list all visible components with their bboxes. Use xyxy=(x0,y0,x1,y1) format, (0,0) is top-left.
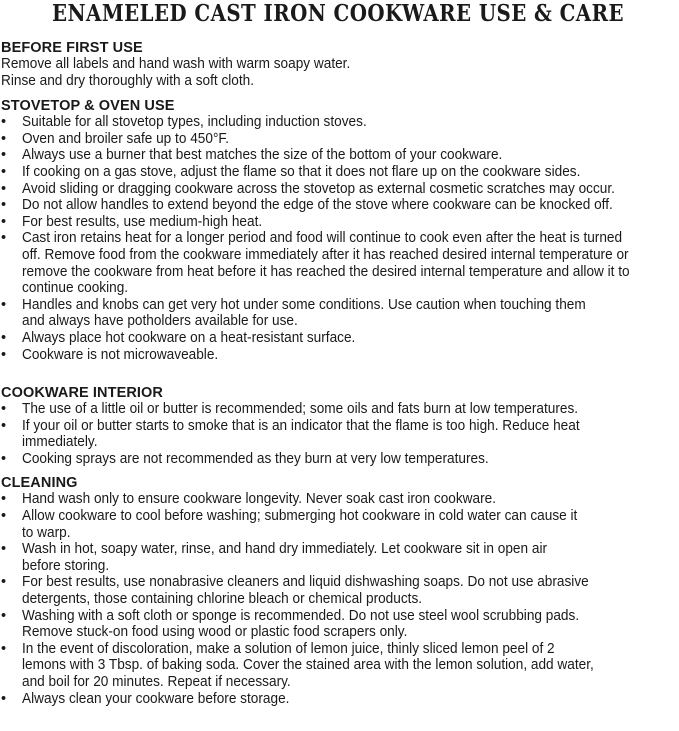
list-item-text: continue cooking. xyxy=(22,280,129,297)
list-item-text: before storing. xyxy=(22,557,110,574)
list-item-text: and boil for 20 minutes. Repeat if necessary. xyxy=(22,674,291,690)
section-heading: COOKWARE INTERIOR xyxy=(1,385,164,402)
list-item-text: Cooking sprays are not recommended as they burn at very low temperatures. xyxy=(22,450,489,467)
bullet-icon: • xyxy=(1,607,7,624)
bullet-icon: • xyxy=(1,508,7,525)
section-before-first-use xyxy=(1,40,675,89)
list-item xyxy=(1,641,675,691)
list-item xyxy=(1,401,675,418)
list-item xyxy=(1,574,675,607)
list-item-text: Remove stuck-on food using wood or plastic food scrapers only. xyxy=(22,624,408,641)
bullet-icon: • xyxy=(1,417,7,434)
bullet-icon: • xyxy=(1,180,7,197)
bullet-icon: • xyxy=(1,401,7,418)
bullet-icon: • xyxy=(1,296,7,313)
list-item-text: Do not allow handles to extend beyond the edge of the stove where cookware can be knocked off. xyxy=(22,197,613,214)
bullet-icon: • xyxy=(1,346,7,363)
bullet-list xyxy=(1,114,675,363)
list-item-text: lemons with 3 Tbsp. of baking soda. Cover the stained area with the lemon solution, add water, xyxy=(22,657,594,674)
bullet-icon: • xyxy=(1,130,7,147)
bullet-icon: • xyxy=(1,329,7,346)
bullet-icon: • xyxy=(1,450,7,467)
section-heading: BEFORE FIRST USE xyxy=(1,40,143,56)
bullet-icon: • xyxy=(1,574,7,591)
bullet-icon: • xyxy=(1,640,7,657)
bullet-icon: • xyxy=(1,197,7,214)
list-item-text: immediately. xyxy=(22,434,98,451)
list-item xyxy=(1,214,675,231)
list-item xyxy=(1,181,675,198)
section-heading: STOVETOP & OVEN USE xyxy=(1,98,175,115)
list-item xyxy=(1,197,675,214)
list-item xyxy=(1,541,675,574)
list-item-text: Washing with a soft cloth or sponge is recommended. Do not use steel wool scrubbing pads. xyxy=(22,607,580,624)
list-item-text: In the event of discoloration, make a solution of lemon juice, thinly sliced lemon peel of 2 xyxy=(22,640,555,657)
list-item-text: remove the cookware from heat before it has reached the desired internal temperature and allow it to xyxy=(22,263,630,280)
list-item-text: Oven and broiler safe up to 450°F. xyxy=(22,130,230,147)
paragraph-line: Remove all labels and hand wash with warm soapy water. xyxy=(1,56,351,72)
list-item-text: Wash in hot, soapy water, rinse, and hand dry immediately. Let cookware sit in open air xyxy=(22,541,548,558)
bullet-icon: • xyxy=(1,541,7,558)
list-item xyxy=(1,691,675,708)
list-item-text: Cookware is not microwaveable. xyxy=(22,346,219,363)
list-item xyxy=(1,418,675,451)
bullet-icon: • xyxy=(1,690,7,707)
list-item-text: to warp. xyxy=(22,524,71,541)
list-item-text: If your oil or butter starts to smoke that is an indicator that the flame is too high. Reduce heat xyxy=(22,417,580,434)
list-item-text: Allow cookware to cool before washing; submerging hot cookware in cold water can cause it xyxy=(22,508,578,525)
list-item xyxy=(1,131,675,148)
sections-container xyxy=(1,40,675,707)
list-item xyxy=(1,491,675,508)
list-item xyxy=(1,608,675,641)
bullet-icon: • xyxy=(1,163,7,180)
list-item-text: Cast iron retains heat for a longer period and food will continue to cook even after the heat is turned xyxy=(22,230,623,247)
paragraph-line: Rinse and dry thoroughly with a soft cloth. xyxy=(1,72,255,89)
section-cleaning xyxy=(1,475,675,707)
list-item xyxy=(1,230,675,296)
list-item xyxy=(1,147,675,164)
list-item-text: The use of a little oil or butter is recommended; some oils and fats burn at low temperatures. xyxy=(22,401,579,418)
list-item xyxy=(1,451,675,468)
section-cookware-interior xyxy=(1,385,675,467)
list-item xyxy=(1,114,675,131)
bullet-icon: • xyxy=(1,491,7,508)
list-item-text: and always have potholders available for use. xyxy=(22,313,298,330)
list-item xyxy=(1,347,675,364)
section-heading: CLEANING xyxy=(1,475,78,492)
bullet-icon: • xyxy=(1,230,7,247)
bullet-list xyxy=(1,491,675,707)
list-item xyxy=(1,164,675,181)
list-item-text: Hand wash only to ensure cookware longevity. Never soak cast iron cookware. xyxy=(22,491,497,508)
list-item-text: Always clean your cookware before storage. xyxy=(22,690,290,707)
list-item-text: Always place hot cookware on a heat-resistant surface. xyxy=(22,329,356,346)
list-item-text: Always use a burner that best matches the size of the bottom of your cookware. xyxy=(22,147,503,164)
list-item-text: Suitable for all stovetop types, including induction stoves. xyxy=(22,114,367,131)
bullet-icon: • xyxy=(1,114,7,131)
list-item-text: detergents, those containing chlorine bleach or chemical products. xyxy=(22,591,423,608)
list-item-text: If cooking on a gas stove, adjust the flame so that it does not flare up on the cookware sides. xyxy=(22,163,581,180)
section-stovetop-oven-use xyxy=(1,98,675,363)
bullet-icon: • xyxy=(1,147,7,164)
bullet-icon: • xyxy=(1,213,7,230)
list-item xyxy=(1,330,675,347)
list-item-text: For best results, use nonabrasive cleaners and liquid dishwashing soaps. Do not use abrasive xyxy=(22,574,589,591)
page-title: ENAMELED CAST IRON COOKWARE USE & CARE xyxy=(52,0,624,27)
list-item-text: For best results, use medium-high heat. xyxy=(22,213,263,230)
list-item xyxy=(1,508,675,541)
list-item-text: Handles and knobs can get very hot under some conditions. Use caution when touching them xyxy=(22,296,586,313)
list-item-text: off. Remove food from the cookware immediately after it has reached desired internal temperature or xyxy=(22,246,629,263)
bullet-list xyxy=(1,401,675,467)
list-item-text: Avoid sliding or dragging cookware across the stovetop as external cosmetic scratches may occur. xyxy=(22,180,615,197)
list-item xyxy=(1,297,675,330)
